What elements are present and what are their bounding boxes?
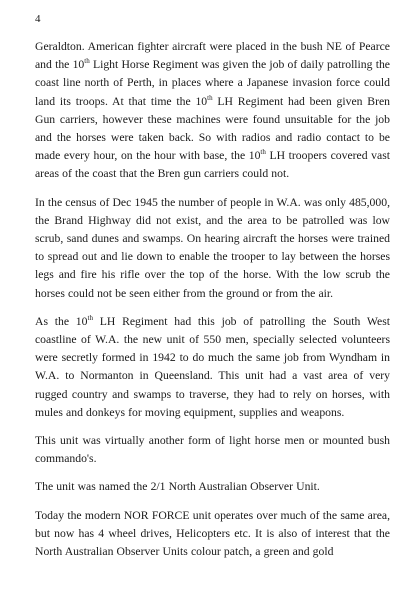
page-number: 4 (35, 13, 41, 25)
paragraph-text: LH troopers covered vast areas of the coast that the Bren gun carriers could not. (35, 149, 390, 181)
ordinal-superscript: th (84, 57, 90, 66)
paragraph-text: As the 10 (35, 314, 88, 328)
paragraph-unit-name: The unit was named the 2/1 North Australian Observer Unit. (35, 480, 320, 494)
paragraph-nor-force: Today the modern NOR FORCE unit operates over much of the same area, but now has 4 wheel drives, Helicopters etc. It is also of interest that the North Australian Observer Units colour patch, a green and gold (35, 508, 390, 559)
ordinal-superscript: th (260, 148, 266, 157)
ordinal-superscript: th (207, 93, 213, 102)
paragraph-light-horse-form: This unit was virtually another form of light horse men or mounted bush commando's. (35, 434, 390, 466)
ordinal-superscript: th (87, 313, 93, 322)
paragraph-text: Geraldton. American fighter aircraft were placed in the bush NE of Pearce and the 10 (35, 40, 390, 72)
paragraph-text: LH Regiment had this job of patrolling the South West coastline of W.A. the new unit of 550 men, specially selected volunteers were secretly formed in 1942 to do much the same job from Wyndham in W.A. to Normanton in Queensland. This unit had a vast area of very rugged country and swamps to traverse, they had to rely on horses, with mules and donkeys for moving equipment, supplies and weapons. (35, 314, 390, 419)
paragraph-text: LH Regiment had been given Bren Gun carriers, however these machines were found unsuitable for the job and the horses were taken back. So with radios and radio contact to be made every hour, on the hour with base, the 10 (35, 94, 390, 163)
paragraph-census-1945: In the census of Dec 1945 the number of people in W.A. was only 485,000, the Brand Highway did not exist, and the area to be patrolled was low scrub, sand dunes and swamps. On hearing aircraft the horses were trained to spread out and lie down to enable the trooper to lay between the horses legs and fire his rifle over the top of the horse. With the low scrub the horses could not be seen either from the ground or from the air. (35, 195, 390, 300)
paragraph-geraldton-patrols (35, 38, 390, 184)
paragraph-text: Light Horse Regiment was given the job of daily patrolling the coast line north of Perth, in places where a Japanese invasion force could land its troops. At that time the 10 (35, 58, 390, 108)
page-body (35, 38, 390, 561)
paragraph-observer-unit-formation (35, 313, 390, 422)
